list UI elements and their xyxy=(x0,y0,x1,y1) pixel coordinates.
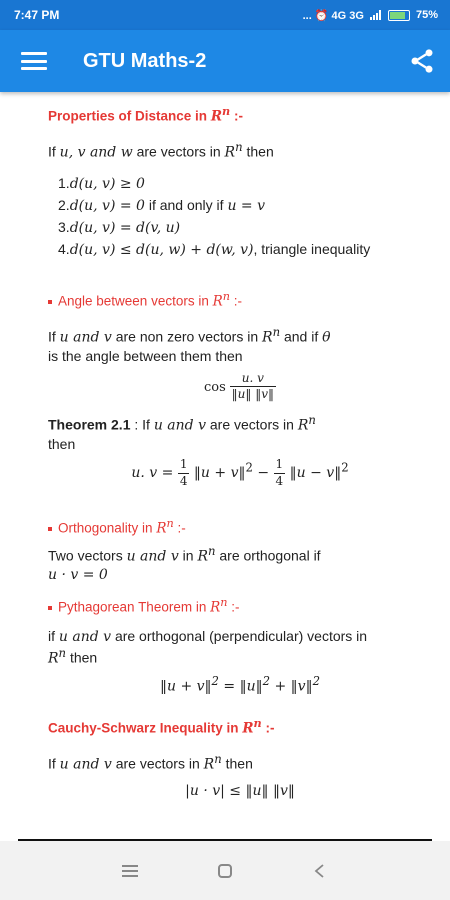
status-icons xyxy=(303,9,438,22)
home-icon[interactable] xyxy=(218,864,232,878)
list-item: 2.d(u, v) = 0 if and only if u = v xyxy=(58,197,265,215)
angle-heading: Angle between vectors in $R^n$ :- xyxy=(48,290,432,311)
list-item: 3.d(u, v) = d(v, u) xyxy=(58,219,181,237)
distance-properties-list xyxy=(58,174,432,260)
angle-text-2: is the angle between them then xyxy=(48,347,243,364)
cauchy-text: If u and v are vectors in $R^n$ then xyxy=(48,752,253,773)
bullet-icon xyxy=(48,300,52,304)
hamburger-icon[interactable] xyxy=(21,52,47,70)
cauchy-heading: Cauchy-Schwarz Inequality in $R^n$ :- xyxy=(48,716,275,737)
battery-percent: 75% xyxy=(415,9,438,21)
angle-text: If u and v are non zero vectors in $R^n$ and if θ xyxy=(48,324,331,346)
share-icon[interactable] xyxy=(408,47,436,75)
content-area[interactable] xyxy=(0,92,450,840)
list-item: 4.d(u, v) ≤ d(u, w) + d(w, v), triangle inequality xyxy=(58,241,371,259)
orthogonality-heading: Orthogonality in $R^n$ :- xyxy=(48,517,432,538)
distance-heading: Properties of Distance in $R^n$ :- xyxy=(48,104,243,125)
status-indicators: ... ⏰ 4G 3G xyxy=(302,9,364,22)
theorem-text: Theorem 2.1 : If u and v are vectors in $R^n$ xyxy=(48,412,316,434)
list-item: 1.d(u, v) ≥ 0 xyxy=(58,174,145,192)
battery-icon xyxy=(388,10,410,21)
distance-intro: If u, v and w are vectors in $R^n$ then xyxy=(48,140,274,161)
pythagorean-text: if u and v are orthogonal (perpendicular) vectors in xyxy=(48,628,368,646)
pythagorean-text-2: $R^n$ then xyxy=(48,646,98,668)
pythagorean-heading: Pythagorean Theorem in $R^n$ :- xyxy=(48,596,432,617)
orthogonality-text: Two vectors u and v in $R^n$ are orthogonal if xyxy=(48,544,321,565)
theorem-then: then xyxy=(48,435,76,452)
angle-formula: cos $\frac{u. v}{‖u‖ ‖v‖}$ xyxy=(204,370,274,402)
status-bar xyxy=(0,0,450,30)
cauchy-formula: |u · v| ≤ ‖u‖ ‖v‖ xyxy=(185,783,295,800)
pythagorean-formula: ‖u + v‖$^2$ = ‖u‖$^2$ + ‖v‖$^2$ xyxy=(159,674,321,695)
app-title: GTU Maths-2 xyxy=(83,49,207,72)
orthogonality-condition: u · v = 0 xyxy=(48,567,108,584)
recent-apps-icon[interactable] xyxy=(122,865,138,877)
system-nav-bar xyxy=(0,841,450,900)
bullet-icon xyxy=(48,527,52,531)
app-bar xyxy=(0,30,450,92)
signal-icon xyxy=(370,10,382,20)
back-icon[interactable] xyxy=(312,863,328,879)
status-time: 7:47 PM xyxy=(14,8,60,22)
bullet-icon xyxy=(48,606,52,610)
theorem-formula: u. v = $\frac{1}{4}$ ‖u + v‖$^2$ − $\frac{1}{4}$ ‖u − v‖$^2$ xyxy=(131,456,349,488)
